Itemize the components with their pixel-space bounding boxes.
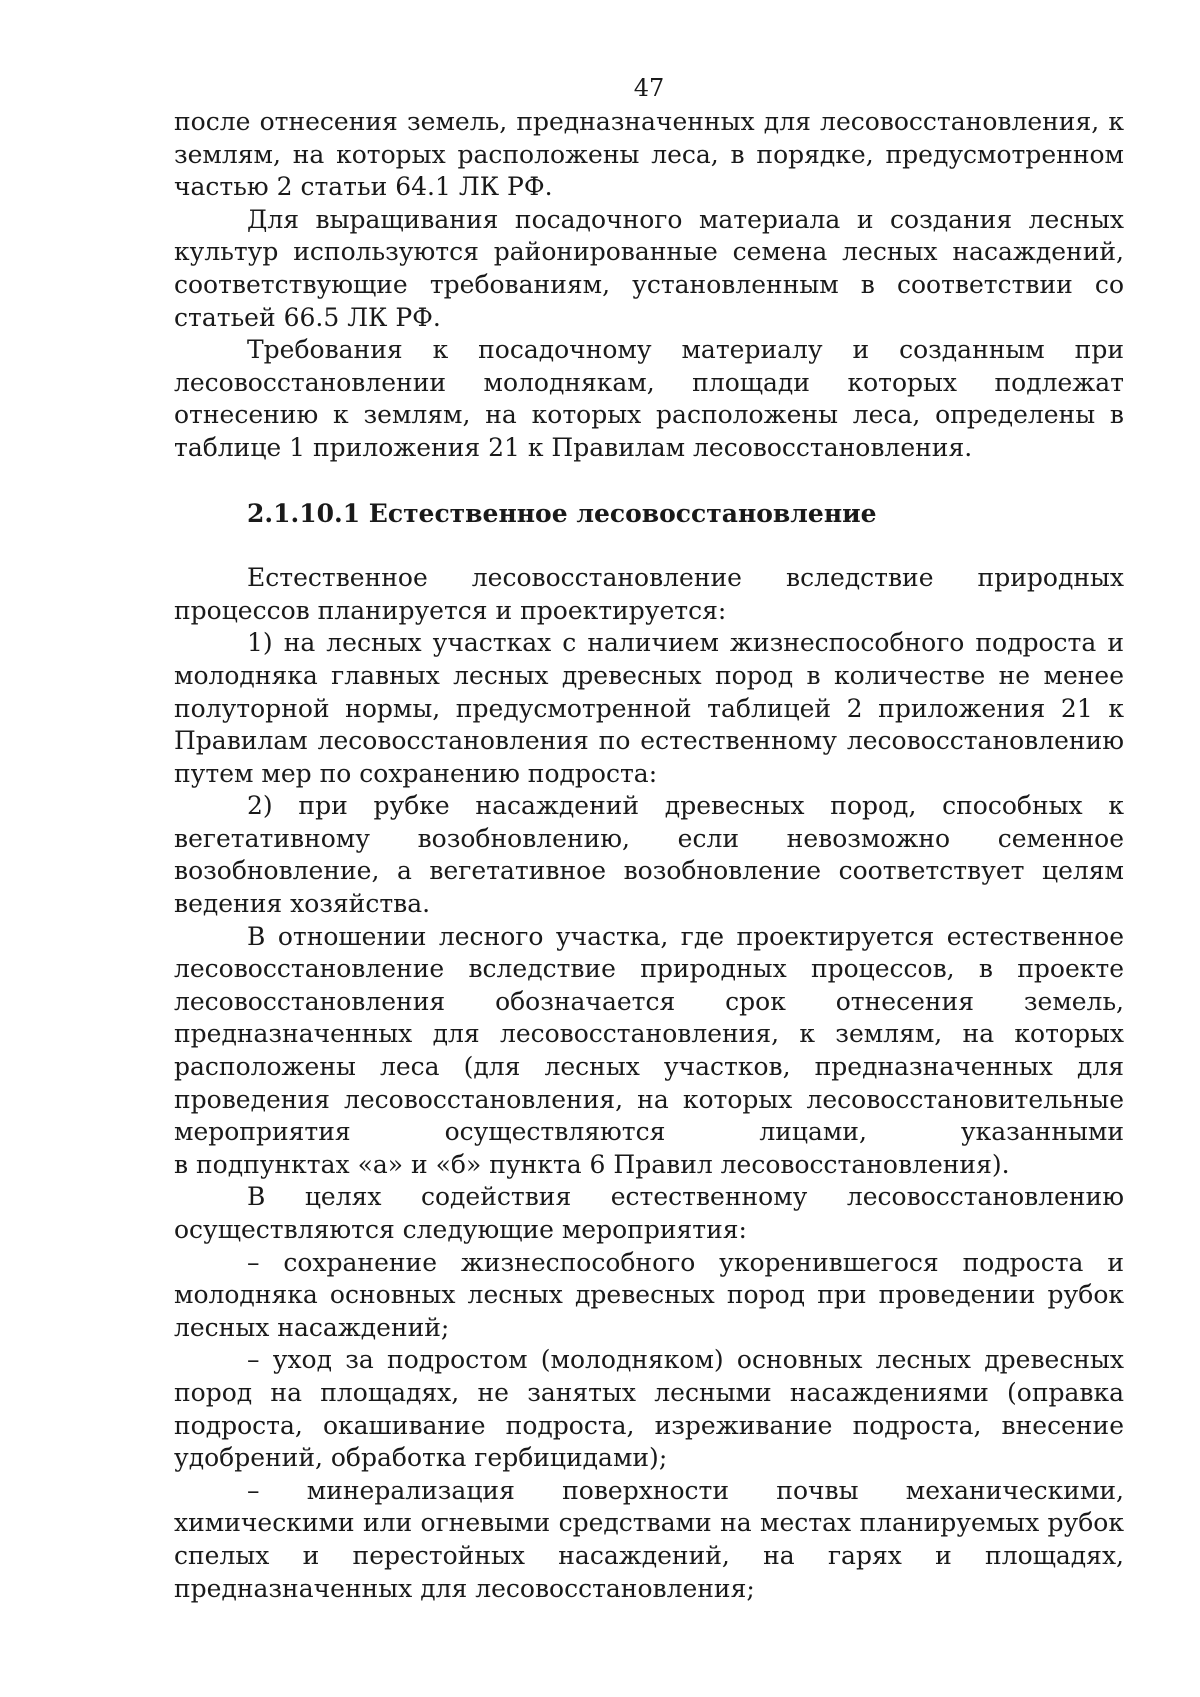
paragraph-plot-relation: В отношении лесного участка, где проектируется естественное лесовосстановление вследствие природных процессов, в проекте лесовосстановления обозначается срок отнесения земель, предназначенных для лесовосстановления, к землям, на которых расположены леса (для лесных участков, предназначенных для проведения лесовосстановления, на которых лесовосстановительные мероприятия осуществляются лицами, указанными bbox=[174, 921, 1124, 1147]
paragraph-subpoints: в подпунктах «а» и «б» пункта 6 Правил лесовосстановления). bbox=[174, 1149, 1010, 1179]
measure-item-care: – уход за подростом (молодняком) основных лесных древесных пород на площадях, не занятых лесными насаждениями (оправка подроста, окашивание подроста, изреживание подроста, внесение удобрений, обработка гербицидами); bbox=[174, 1345, 1124, 1473]
page-number: 47 bbox=[633, 74, 665, 102]
measure-item-preservation: – сохранение жизнеспособного укоренившегося подроста и молодняка основных лесных древесных пород при проведении рубок лесных насаждений; bbox=[174, 1247, 1124, 1342]
section-heading: 2.1.10.1 Естественное лесовосстановление bbox=[247, 498, 877, 528]
paragraph-natural-intro: Естественное лесовосстановление вследствие природных процессов планируется и проектируется: bbox=[174, 563, 1124, 625]
paragraph-planting-material: Для выращивания посадочного материала и создания лесных культур используются районированные семена лесных насаждений, соответствующие требованиям, установленным в соответствии со статьей 66.5 ЛК РФ. bbox=[174, 204, 1124, 332]
paragraph-continuation: после отнесения земель, предназначенных для лесовосстановления, к землям, на которых расположены леса, в порядке, предусмотренном частью 2 статьи 64.1 ЛК РФ. bbox=[174, 107, 1124, 202]
paragraph-requirements: Требования к посадочному материалу и созданным при лесовосстановлении молоднякам, площади которых подлежат отнесению к землям, на которых расположены леса, определены в таблице 1 приложения 21 к Правилам лесовосстановления. bbox=[174, 335, 1124, 462]
measure-item-mineralization: – минерализация поверхности почвы механическими, химическими или огневыми средствами на местах планируемых рубок спелых и перестойных насаждений, на гарях и площадях, предназначенных для лесовосстановления; bbox=[174, 1475, 1124, 1603]
list-item-1: 1) на лесных участках с наличием жизнеспособного подроста и молодняка главных лесных древесных пород в количестве не менее полуторной нормы, предусмотренной таблицей 2 приложения 21 к Правилам лесовосстановления по естественному лесовосстановлению путем мер по сохранению подроста: bbox=[174, 628, 1124, 788]
paragraph-measures-intro: В целях содействия естественному лесовосстановлению осуществляются следующие мероприятия: bbox=[174, 1182, 1124, 1244]
document-page bbox=[174, 70, 1124, 1605]
list-item-2: 2) при рубке насаждений древесных пород, способных к вегетативному возобновлению, если невозможно семенное возобновление, а вегетативное возобновление соответствует целям ведения хозяйства. bbox=[174, 791, 1124, 919]
